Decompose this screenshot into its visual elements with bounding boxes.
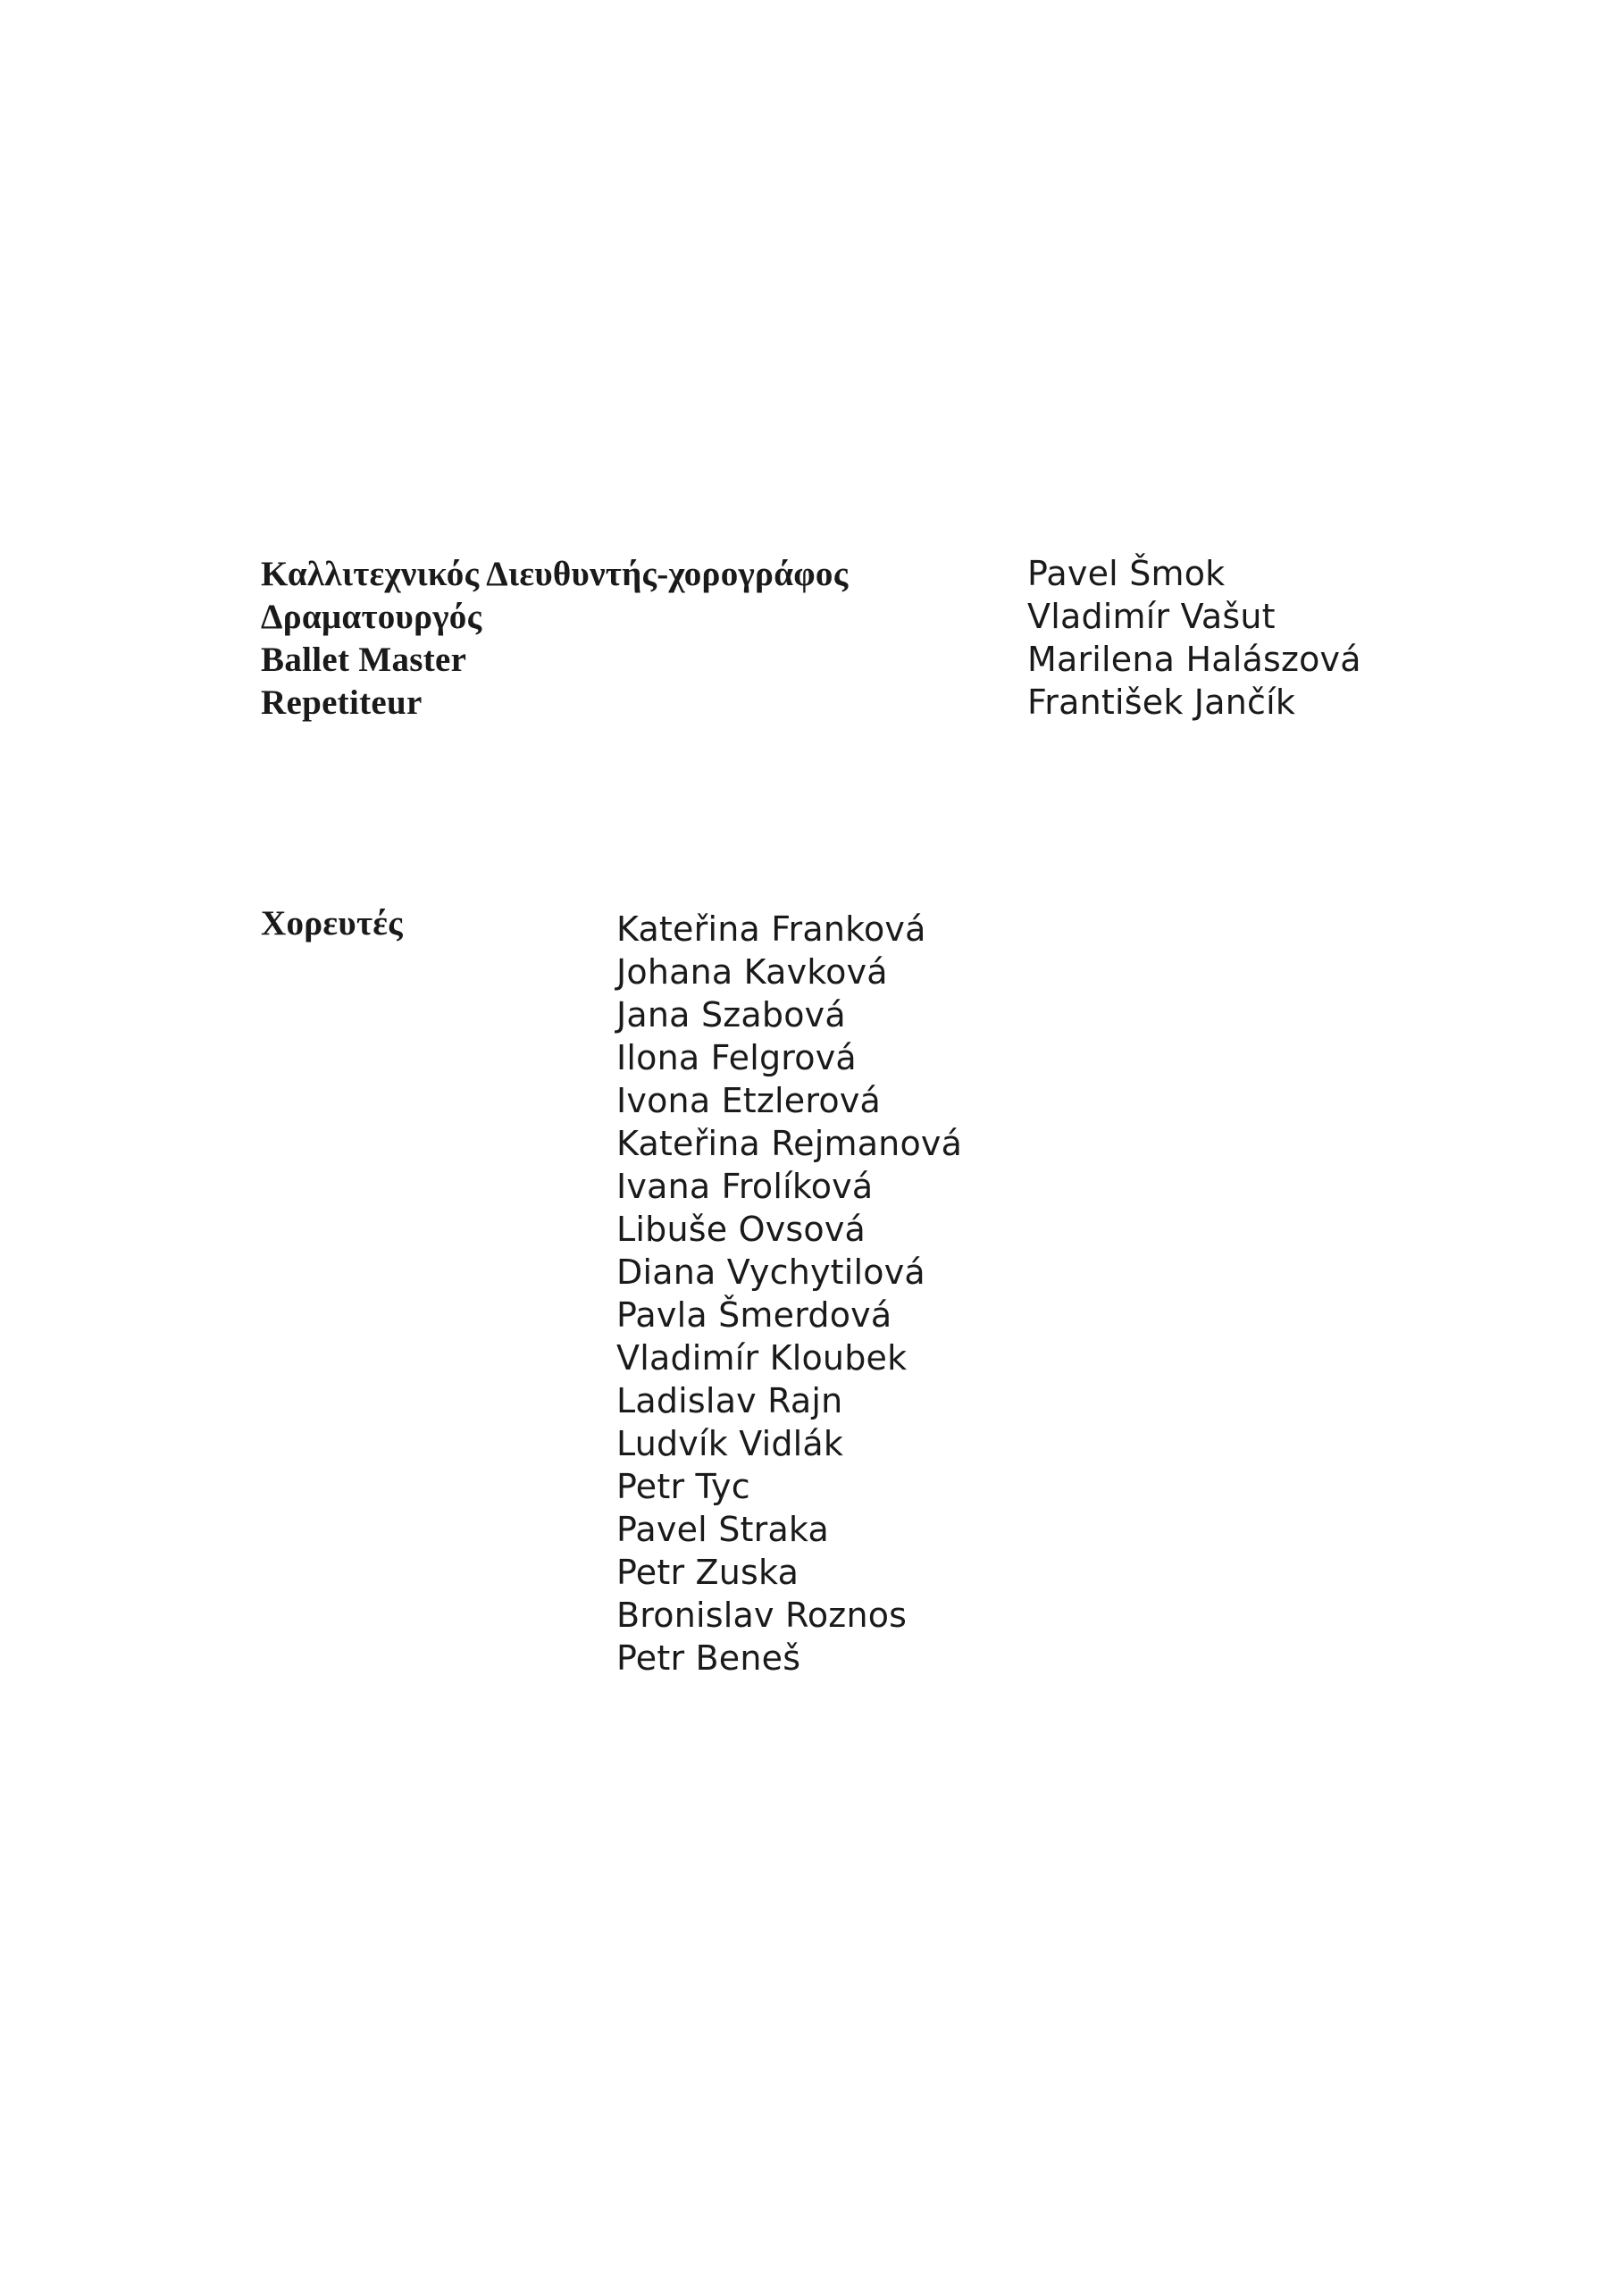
dancer-name: Ivona Etzlerová [616, 1081, 881, 1120]
dancer-name: Kateřina Rejmanová [616, 1124, 963, 1163]
credit-row [261, 597, 1422, 640]
dancer-name: Johana Kavková [616, 952, 888, 992]
role-title: Ballet Master [261, 641, 467, 679]
dancer-name: Libuše Ovsová [616, 1210, 866, 1249]
role-title: Repetiteur [261, 683, 423, 722]
dancer-name: Pavla Šmerdová [616, 1295, 892, 1335]
dancer-name: Kateřina Franková [616, 909, 926, 949]
role-title: Δραματουργός [261, 598, 482, 636]
person-name: Vladimír Vašut [1027, 597, 1276, 636]
dancer-name: Ludvík Vidlák [616, 1424, 844, 1463]
role-title: Καλλιτεχνικός Διευθυντής-χορογράφος [261, 555, 849, 593]
dancer-name: Bronislav Roznos [616, 1596, 908, 1635]
dancer-name: Jana Szabová [616, 995, 846, 1035]
credit-row [261, 554, 1422, 597]
dancer-name: Diana Vychytilová [616, 1252, 925, 1292]
dancer-name: Ivana Frolíková [616, 1167, 874, 1206]
dancer-name: Ladislav Rajn [616, 1381, 843, 1420]
dancer-name: Petr Zuska [616, 1553, 799, 1592]
dancers-heading: Χορευτές [261, 904, 403, 942]
dancer-name: Petr Beneš [616, 1638, 801, 1678]
dancers-list [616, 908, 962, 1680]
dancer-name: Ilona Felgrová [616, 1038, 857, 1077]
dancer-name: Petr Tyc [616, 1467, 750, 1506]
person-name: František Jančík [1027, 683, 1296, 722]
person-name: Pavel Šmok [1027, 554, 1226, 593]
credit-row [261, 683, 1422, 725]
credits-section [261, 554, 1422, 725]
credit-row [261, 640, 1422, 683]
dancer-name: Pavel Straka [616, 1510, 829, 1549]
person-name: Marilena Halászová [1027, 640, 1361, 679]
dancer-name: Vladimír Kloubek [616, 1338, 908, 1378]
